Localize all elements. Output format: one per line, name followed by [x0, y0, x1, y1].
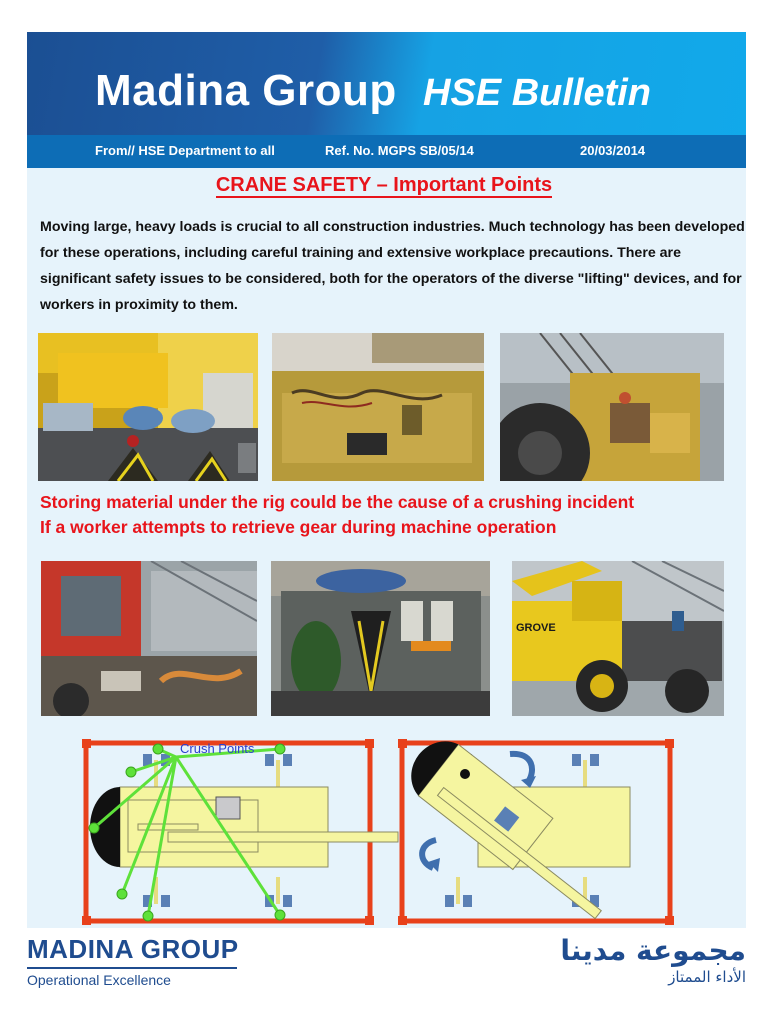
crush-points-diagram	[78, 732, 678, 932]
intro-paragraph: Moving large, heavy loads is crucial to all construction industries. Much technology has been developed for these operations, including careful training and extensive workplace precautions. There are significant safety issues to be considered, both for the operators of the diverse "lifting" devices, and for workers in proximity to them.	[40, 219, 745, 313]
from-line: From// HSE Department to all	[95, 143, 275, 158]
logo-name: MADINA GROUP	[27, 934, 239, 964]
warning-line-1: Storing material under the rig could be the cause of a crushing incident	[40, 492, 635, 512]
warning-line-2: If a worker attempts to retrieve gear during machine operation	[40, 517, 557, 537]
header-banner	[27, 32, 746, 168]
grove-brand-label: GROVE	[516, 622, 556, 634]
photo-crane-storage-3	[500, 333, 724, 481]
crane-diagram-straight	[82, 739, 398, 925]
reference-number: Ref. No. MGPS SB/05/14	[325, 143, 474, 158]
warning-text	[40, 490, 740, 540]
logo-tagline: Operational Excellence	[27, 972, 171, 988]
logo-tagline-arabic: الأداء الممتاز	[668, 968, 746, 986]
photo-crane-storage-2	[272, 333, 484, 481]
madina-logo-arabic	[560, 934, 746, 986]
bulletin-subtitle: HSE Bulletin	[423, 72, 652, 114]
madina-logo	[27, 934, 239, 988]
photo-crane-storage-1	[38, 333, 258, 481]
crush-points-label: Crush Points	[180, 741, 255, 756]
photo-crane-cab	[41, 561, 257, 716]
bulletin-title: Madina Group	[95, 66, 397, 115]
bulletin-date: 20/03/2014	[580, 143, 646, 158]
logo-divider	[27, 967, 237, 969]
crane-diagram-rotated	[398, 732, 674, 928]
article-headline-wrap	[0, 174, 768, 197]
photo-stored-gear	[271, 561, 490, 716]
photo-grove-crane	[512, 561, 724, 716]
logo-name-arabic: مجموعة مدينا	[560, 934, 746, 967]
article-headline: CRANE SAFETY – Important Points	[215, 174, 553, 196]
